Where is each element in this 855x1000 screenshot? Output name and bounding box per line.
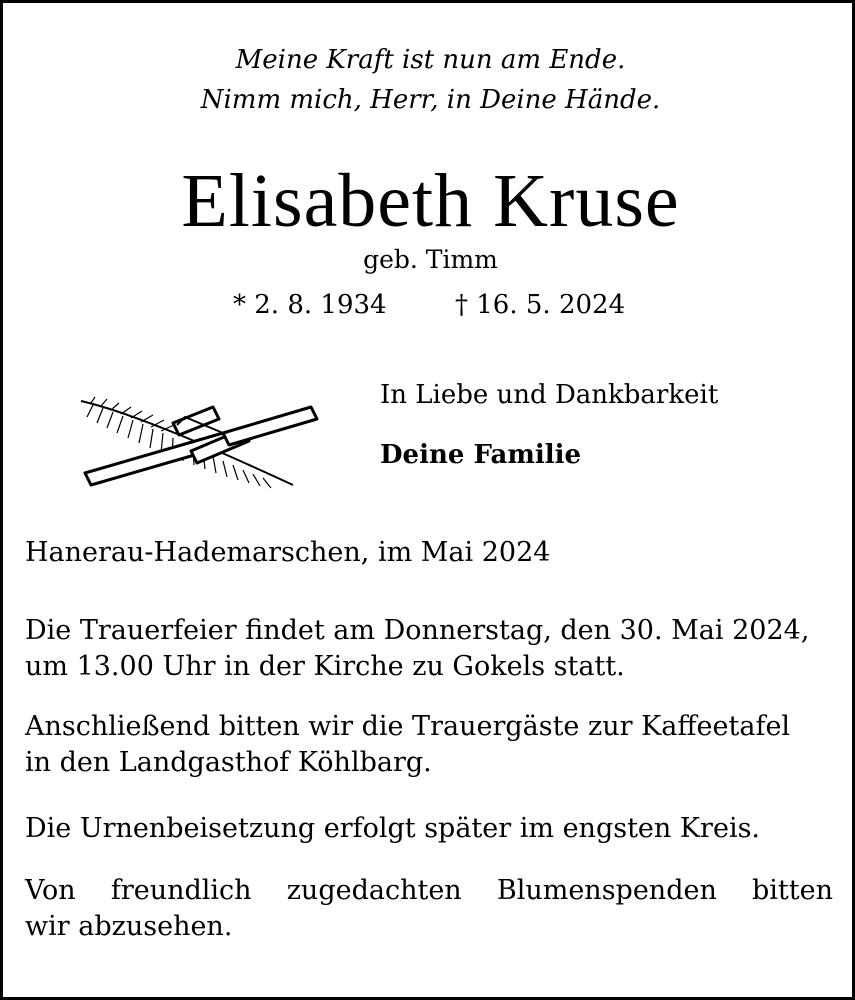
deceased-name: Elisabeth Kruse — [181, 159, 680, 243]
place-date: Hanerau-Hademarschen, im Mai 2024 — [25, 537, 551, 568]
family-signature: Deine Familie — [380, 440, 582, 470]
service-notice-line-2: um 13.00 Uhr in der Kirche zu Gokels statt. — [25, 651, 625, 682]
verse-line-2: Nimm mich, Herr, in Deine Hände. — [200, 85, 661, 115]
sentiment-line: In Liebe und Dankbarkeit — [380, 380, 719, 410]
flowers-notice-line-2: wir abzusehen. — [25, 911, 233, 942]
birth-date: * 2. 8. 1934 — [233, 290, 387, 320]
verse-line-1: Meine Kraft ist nun am Ende. — [235, 45, 626, 75]
reception-notice-line-2: in den Landgasthof Köhlbarg. — [25, 747, 432, 778]
maiden-name: geb. Timm — [363, 245, 498, 274]
flowers-notice-line-1: Von freundlich zugedachten Blumenspenden bitten — [25, 875, 833, 906]
death-date: † 16. 5. 2024 — [455, 290, 626, 320]
cross-with-palm-frond-icon — [73, 393, 323, 493]
urn-notice: Die Urnenbeisetzung erfolgt später im engsten Kreis. — [25, 813, 761, 844]
reception-notice-line-1: Anschließend bitten wir die Trauergäste zur Kaffeetafel — [25, 711, 791, 742]
service-notice-line-1: Die Trauerfeier findet am Donnerstag, den 30. Mai 2024, — [25, 615, 810, 646]
